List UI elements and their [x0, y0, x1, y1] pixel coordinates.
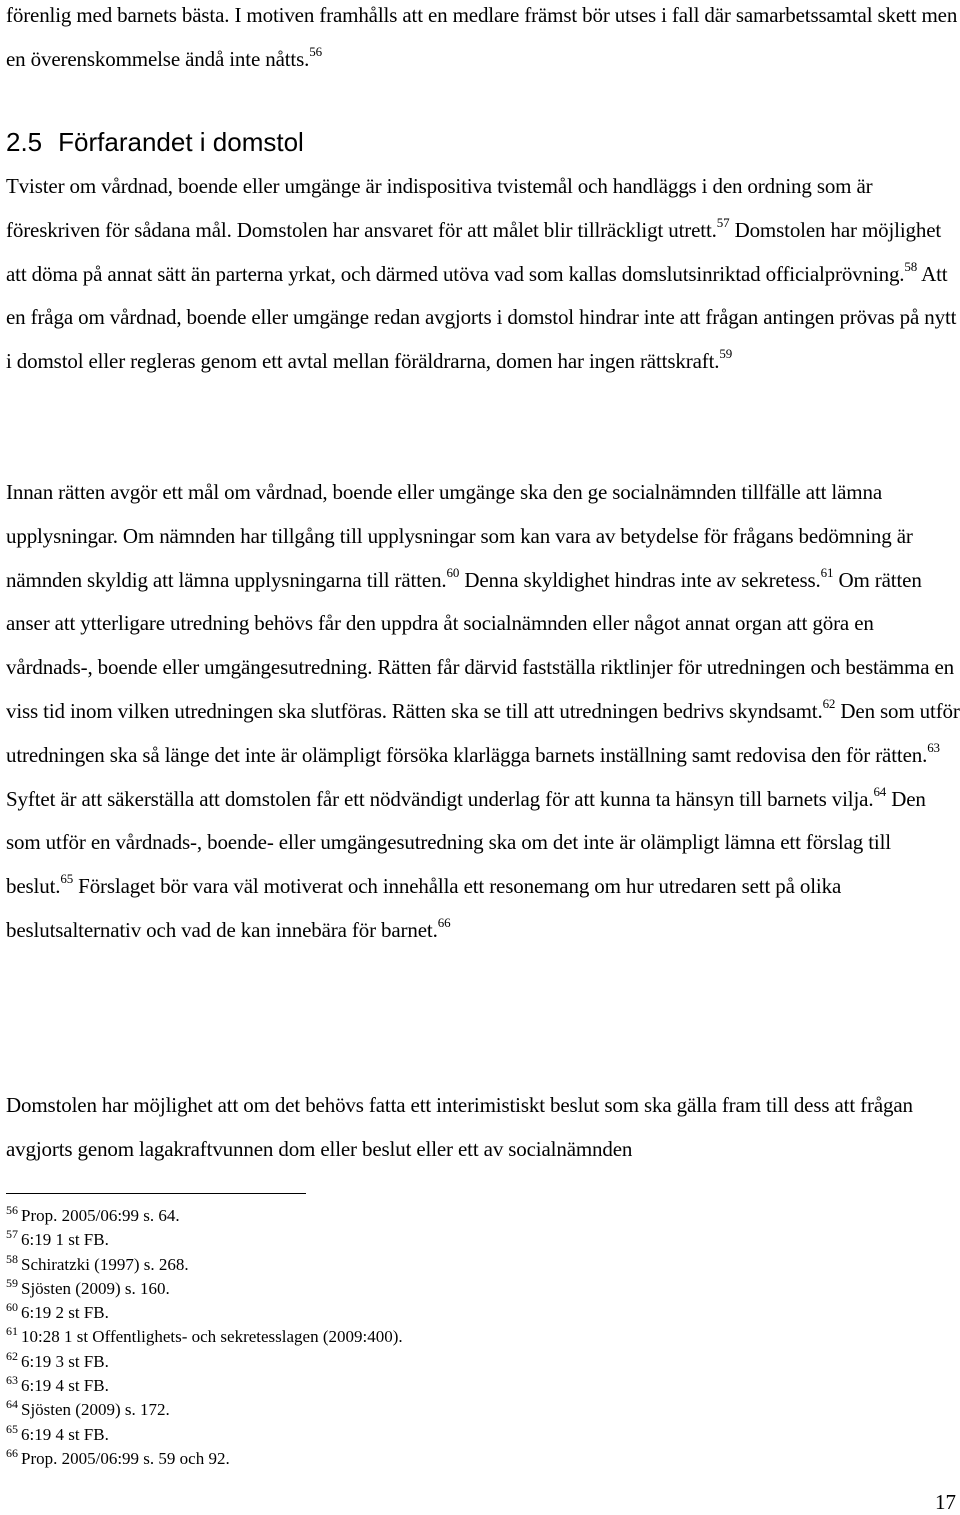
footnote-item: [6, 1374, 403, 1398]
footnote-text: 10:28 1 st Offentlighets- och sekretesslagen (2009:400).: [21, 1327, 403, 1347]
page-number: 17: [935, 1490, 956, 1514]
footnote-text: Prop. 2005/06:99 s. 64.: [21, 1206, 180, 1225]
footnote-text: 6:19 2 st FB.: [21, 1303, 109, 1323]
footnote-item: [6, 1277, 403, 1301]
section-title: Förfarandet i domstol: [58, 127, 304, 157]
footnote-item: [6, 1447, 403, 1471]
footnote-reference: 61: [820, 564, 834, 580]
footnote-number: 59: [6, 1275, 18, 1290]
footnote-item: [6, 1398, 403, 1422]
footnote-number: 62: [6, 1348, 18, 1363]
footnote-text: Schiratzki (1997) s. 268.: [21, 1254, 189, 1274]
footnote-number: 56: [6, 1203, 18, 1217]
footnote-number: 66: [6, 1445, 18, 1460]
footnote-item: [6, 1301, 403, 1325]
footnote-text: Sjösten (2009) s. 172.: [21, 1400, 170, 1420]
footnote-text: Sjösten (2009) s. 160.: [21, 1278, 170, 1298]
footnote-text: Prop. 2005/06:99 s. 59 och 92.: [21, 1448, 230, 1468]
footnote-reference: 63: [927, 739, 940, 755]
footnote-item: [6, 1350, 403, 1374]
footnote-text: 6:19 4 st FB.: [21, 1424, 109, 1444]
footnote-reference: 66: [437, 914, 451, 930]
footnote-reference: 64: [873, 783, 887, 799]
footnote-item: [6, 1423, 403, 1447]
footnote-reference: 58: [904, 258, 918, 274]
footnote-text: 6:19 1 st FB.: [21, 1230, 109, 1250]
paragraph-interim-decision: Domstolen har möjlighet att om det behövs fatta ett interimistiskt beslut som ska gälla fram till dess att frågan avgjorts genom lagakraftvunnen dom eller beslut eller ett av socialnämnden: [6, 1093, 913, 1161]
footnote-text: 6:19 4 st FB.: [21, 1376, 109, 1396]
footnote-item: [6, 1325, 403, 1349]
footnote-number: 60: [6, 1300, 18, 1315]
paragraph-social-committee: Innan rätten avgör ett mål om vårdnad, boende eller umgänge ska den ge socialnämnden tillfälle att lämna upplysningar. Om nämnden har tillgång till upplysningar som kan vara av betydelse för frågans bedömning är nämnden skyldig att lämna upplysningarna till rätten.$^{60}$ Denna skyldighet hindras inte av sekretess.$^{61}$ Om rätten anser att ytterligare utredning behövs får den uppdra åt socialnämnden eller något annat organ att göra en vårdnads-, boende eller umgängesutredning. Rätten får därvid fastställa riktlinjer för utredningen och bestämma en viss tid inom vilken utredningen ska slutföras. Rätten ska se till att utredningen bedrivs skyndsamt.$^{62}$ Den som utför utredningen ska så länge det inte är olämpligt försöka klarlägga barnets inställning samt redovisa den för rätten.$^{63}$ Syftet är att säkerställa att domstolen får ett nödvändigt underlag för att kunna ta hänsyn till barnets vilja.$^{64}$ Den som utför en vårdnads-, boende- eller umgängesutredning ska om det inte är olämpligt lämna ett förslag till beslut.$^{65}$ Förslaget bör vara väl motiverat och innehålla ett resonemang om hur utredaren sett på olika beslutsalternativ och vad de kan innebära för barnet.$^{66}$: [6, 480, 960, 942]
footnote-number: 61: [6, 1324, 18, 1339]
footnote-text: 6:19 3 st FB.: [21, 1351, 109, 1371]
section-number: 2.5: [6, 127, 43, 157]
footnote-list: [6, 1204, 403, 1471]
footnote-number: 57: [6, 1227, 18, 1242]
footnote-reference: 57: [716, 214, 730, 230]
paragraph-court-procedure: Tvister om vårdnad, boende eller umgänge är indispositiva tvistemål och handläggs i den ordning som är föreskriven för sådana mål. Domstolen har ansvaret för att målet blir tillräckligt utrett.$^{57}$ Domstolen har möjlighet att döma på annat sätt än parterna yrkat, och därmed utöva vad som kallas domslutsinriktad officialprövning.$^{58}$ Att en fråga om vårdnad, boende eller umgänge redan avgjorts i domstol hindrar inte att frågan antingen prövas på nytt i domstol eller regleras genom ett avtal mellan föräldrarna, domen har ingen rättskraft.$^{59}$: [6, 174, 957, 374]
footnote-number: 58: [6, 1251, 18, 1266]
section-heading: [6, 124, 304, 160]
footnote-reference: 65: [60, 871, 74, 887]
footnote-separator: [6, 1193, 306, 1194]
footnote-item: [6, 1204, 403, 1228]
footnote-number: 65: [6, 1421, 18, 1436]
footnote-item: [6, 1228, 403, 1252]
footnote-reference: 60: [446, 564, 460, 580]
paragraph-continued: förenlig med barnets bästa. I motiven framhålls att en medlare främst bör utses i fall där samarbetssamtal skett men en överenskommelse ändå inte nåtts.$^{56}$: [6, 3, 958, 71]
footnote-number: 63: [6, 1373, 18, 1388]
footnote-reference: 62: [822, 695, 836, 711]
footnote-item: [6, 1253, 403, 1277]
footnote-reference: 56: [309, 43, 322, 59]
footnote-number: 64: [6, 1397, 18, 1412]
footnote-reference: 59: [719, 346, 733, 362]
